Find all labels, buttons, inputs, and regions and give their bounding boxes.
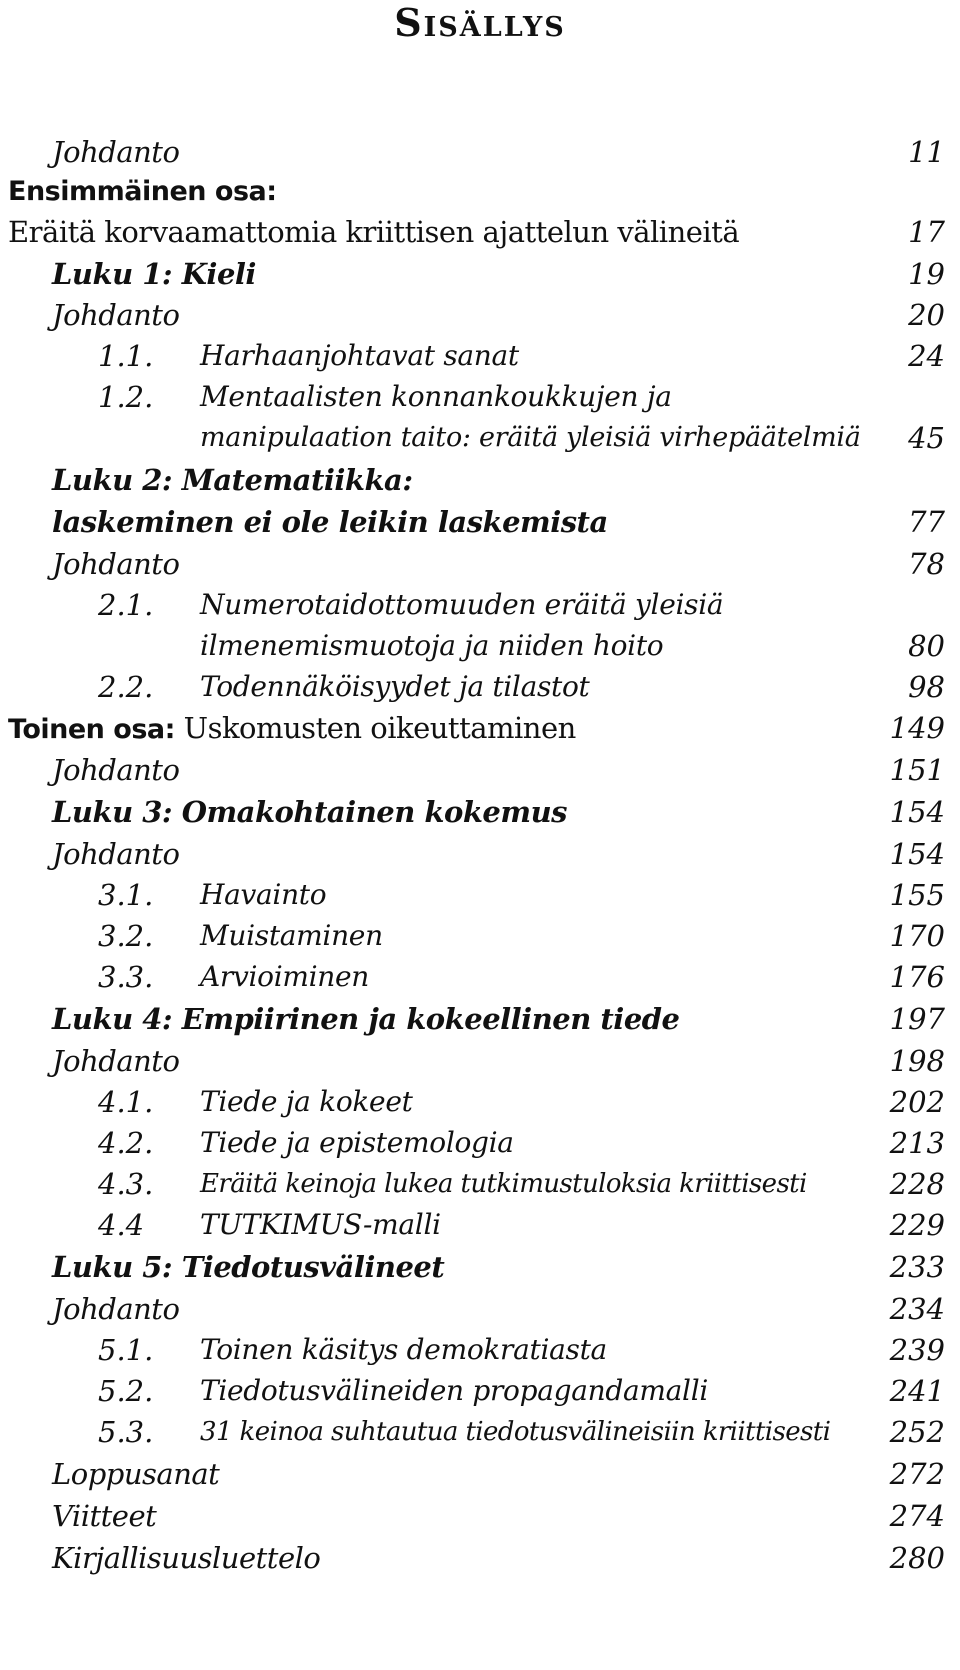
section-number: 4.4	[98, 1208, 145, 1242]
section-number: 1.2.	[98, 380, 154, 414]
entry-title: Johdanto	[52, 135, 180, 169]
toc-entry	[0, 1536, 945, 1580]
section-number: 4.3.	[98, 1167, 154, 1201]
entry-page: 176	[889, 960, 945, 994]
toc-section	[0, 583, 945, 627]
entry-page: 198	[889, 1044, 945, 1078]
entry-title: Harhaanjohtavat sanat	[200, 339, 519, 372]
toc-entry-johdanto	[0, 1039, 945, 1083]
toc-entry	[0, 1452, 945, 1496]
entry-title: Luku 4: Empiirinen ja kokeellinen tiede	[52, 1002, 680, 1036]
entry-title: Numerotaidottomuuden eräitä yleisiä	[200, 588, 724, 621]
entry-page: 229	[889, 1208, 945, 1242]
entry-page: 24	[908, 339, 945, 373]
toc-entry-johdanto	[0, 832, 945, 876]
entry-title: Johdanto	[52, 298, 180, 332]
entry-title: Johdanto	[52, 1044, 180, 1078]
section-number: 3.1.	[98, 878, 154, 912]
toc-section	[0, 1203, 945, 1247]
toc-section	[0, 1162, 945, 1206]
entry-page: 239	[889, 1333, 945, 1367]
toc-chapter	[0, 790, 945, 834]
section-number: 4.1.	[98, 1085, 154, 1119]
toc-part-heading	[0, 170, 945, 214]
entry-page: 154	[889, 837, 945, 871]
toc-entry-johdanto	[0, 130, 945, 174]
entry-title: Luku 2: Matematiikka:	[52, 463, 413, 497]
entry-page: 272	[889, 1457, 945, 1491]
entry-page: 45	[908, 421, 945, 455]
entry-page: 155	[889, 878, 945, 912]
entry-title: Mentaalisten konnankoukkujen ja	[200, 380, 672, 413]
entry-title: Johdanto	[52, 1292, 180, 1326]
section-number: 3.2.	[98, 919, 154, 953]
toc-chapter	[0, 252, 945, 296]
entry-title: Viitteet	[52, 1499, 157, 1533]
toc-section	[0, 334, 945, 378]
entry-title: Havainto	[200, 878, 327, 911]
toc-section	[0, 1121, 945, 1165]
toc-entry-johdanto	[0, 542, 945, 586]
toc-chapter	[0, 458, 945, 502]
section-number: 5.2.	[98, 1374, 154, 1408]
section-number: 1.1.	[98, 339, 154, 373]
entry-title: Arvioiminen	[200, 960, 370, 993]
part-title: Uskomusten oikeuttaminen	[174, 711, 576, 745]
toc-entry-johdanto	[0, 748, 945, 792]
entry-title: laskeminen ei ole leikin laskemista	[52, 505, 608, 539]
toc-section	[0, 1369, 945, 1413]
toc-section	[0, 665, 945, 709]
entry-page: 98	[908, 670, 945, 704]
part-label: Ensimmäinen osa:	[8, 176, 277, 207]
entry-title: Muistaminen	[200, 919, 383, 952]
toc-section	[0, 914, 945, 958]
page-title: Sisällys	[394, 0, 566, 45]
toc-chapter	[0, 997, 945, 1041]
section-number: 4.2.	[98, 1126, 154, 1160]
entry-page: 241	[889, 1374, 945, 1408]
entry-title: Eräitä korvaamattomia kriittisen ajattelun välineitä	[8, 215, 740, 249]
toc-entry	[0, 1494, 945, 1538]
section-number: 5.3.	[98, 1415, 154, 1449]
entry-page: 274	[889, 1499, 945, 1533]
toc-section	[0, 955, 945, 999]
entry-title: Loppusanat	[52, 1457, 220, 1491]
entry-page: 78	[908, 547, 945, 581]
entry-page: 80	[908, 629, 945, 663]
entry-title: 31 keinoa suhtautua tiedotusvälineisiin kriittisesti	[200, 1417, 831, 1447]
toc-section	[0, 1080, 945, 1124]
toc-section	[0, 375, 945, 419]
entry-title: Todennäköisyydet ja tilastot	[200, 670, 590, 703]
entry-title: Eräitä keinoja lukea tutkimustuloksia kriittisesti	[200, 1169, 807, 1199]
toc-part-title	[0, 210, 945, 254]
entry-page: 202	[889, 1085, 945, 1119]
entry-page: 77	[908, 505, 945, 539]
entry-title: Luku 1: Kieli	[52, 257, 256, 291]
entry-page: 149	[889, 711, 945, 745]
entry-title: Kirjallisuusluettelo	[52, 1541, 321, 1575]
toc-section	[0, 873, 945, 917]
entry-page: 213	[889, 1126, 945, 1160]
entry-page: 228	[889, 1167, 945, 1201]
entry-title: Johdanto	[52, 837, 180, 871]
entry-page: 11	[908, 135, 945, 169]
entry-title: ilmenemismuotoja ja niiden hoito	[200, 629, 664, 662]
entry-page: 17	[908, 215, 945, 249]
part-heading	[8, 706, 576, 752]
toc-section-continuation	[0, 416, 945, 460]
entry-title: Tiede ja kokeet	[200, 1085, 413, 1118]
entry-title: TUTKIMUS-malli	[200, 1208, 441, 1241]
entry-title: Tiedotusvälineiden propagandamalli	[200, 1374, 709, 1407]
entry-page: 170	[889, 919, 945, 953]
entry-page: 19	[908, 257, 945, 291]
entry-title: Luku 5: Tiedotusvälineet	[52, 1250, 445, 1284]
toc-chapter-continuation	[0, 500, 945, 544]
toc-entry-johdanto	[0, 1287, 945, 1331]
entry-page: 154	[889, 795, 945, 829]
entry-page: 20	[908, 298, 945, 332]
toc-part-heading	[0, 706, 945, 750]
section-number: 3.3.	[98, 960, 154, 994]
entry-title: Toinen käsitys demokratiasta	[200, 1333, 607, 1366]
toc-section	[0, 1328, 945, 1372]
toc-entry-johdanto	[0, 293, 945, 337]
section-number: 5.1.	[98, 1333, 154, 1367]
entry-page: 252	[889, 1415, 945, 1449]
toc-section	[0, 1410, 945, 1454]
entry-title: Johdanto	[52, 547, 180, 581]
toc-section-continuation	[0, 624, 945, 668]
entry-page: 280	[889, 1541, 945, 1575]
toc-chapter	[0, 1245, 945, 1289]
entry-page: 234	[889, 1292, 945, 1326]
entry-page: 197	[889, 1002, 945, 1036]
section-number: 2.2.	[98, 670, 154, 704]
entry-title: Tiede ja epistemologia	[200, 1126, 514, 1159]
section-number: 2.1.	[98, 588, 154, 622]
entry-title: Johdanto	[52, 753, 180, 787]
entry-title: manipulaation taito: eräitä yleisiä virhepäätelmiä	[200, 422, 861, 453]
entry-page: 233	[889, 1250, 945, 1284]
entry-title: Luku 3: Omakohtainen kokemus	[52, 795, 567, 829]
entry-page: 151	[889, 753, 945, 787]
part-label: Toinen osa:	[8, 714, 175, 745]
